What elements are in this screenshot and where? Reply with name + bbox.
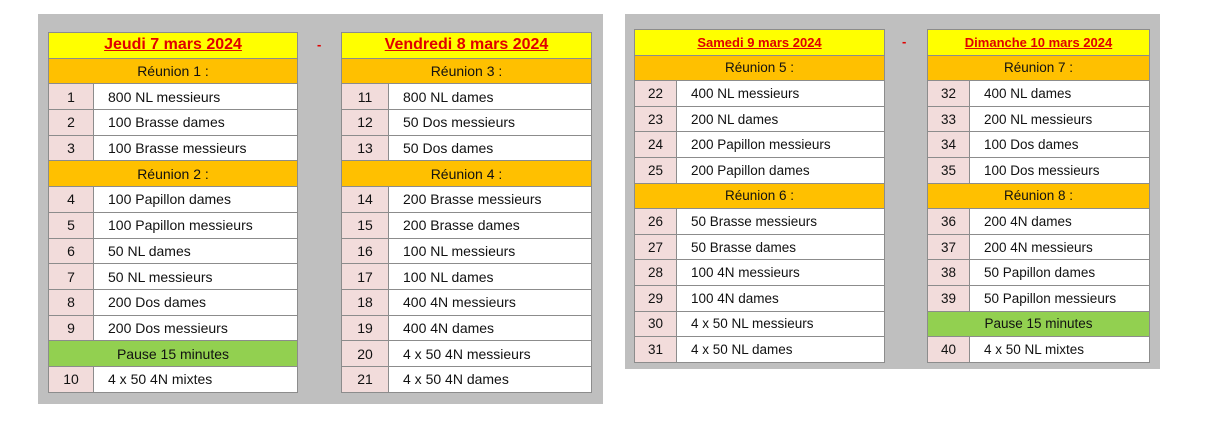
event-name: 400 NL messieurs — [677, 81, 885, 107]
event-row — [635, 285, 885, 311]
event-row — [342, 366, 592, 392]
event-number: 18 — [342, 289, 389, 315]
day-schedule-friday — [341, 32, 592, 393]
event-row — [342, 238, 592, 264]
event-name: 50 Brasse messieurs — [677, 209, 885, 235]
event-row — [49, 238, 298, 264]
event-row — [928, 132, 1150, 158]
event-number: 29 — [635, 285, 677, 311]
event-name: 400 4N dames — [389, 315, 592, 341]
event-number: 35 — [928, 157, 970, 183]
event-row — [49, 212, 298, 238]
event-number: 37 — [928, 234, 970, 260]
event-row — [635, 260, 885, 286]
day-schedule-saturday — [634, 29, 885, 363]
event-name: 200 4N messieurs — [970, 234, 1150, 260]
event-number: 19 — [342, 315, 389, 341]
reunion-label: Réunion 7 : — [928, 55, 1150, 81]
event-number: 17 — [342, 264, 389, 290]
event-name: 200 NL messieurs — [970, 106, 1150, 132]
event-number: 20 — [342, 341, 389, 367]
event-name: 4 x 50 4N dames — [389, 366, 592, 392]
event-number: 30 — [635, 311, 677, 337]
reunion-label: Réunion 4 : — [342, 161, 592, 187]
event-name: 4 x 50 NL dames — [677, 337, 885, 363]
event-name: 200 Papillon dames — [677, 157, 885, 183]
event-row — [342, 110, 592, 136]
day-title: Vendredi 8 mars 2024 — [342, 33, 592, 59]
event-row — [342, 212, 592, 238]
event-name: 800 NL dames — [389, 84, 592, 110]
reunion-label: Réunion 5 : — [635, 55, 885, 81]
reunion-row — [928, 55, 1150, 81]
event-number: 27 — [635, 234, 677, 260]
event-row — [928, 285, 1150, 311]
reunion-label: Réunion 1 : — [49, 58, 298, 84]
event-row — [928, 234, 1150, 260]
event-name: 200 NL dames — [677, 106, 885, 132]
day-separator: - — [317, 37, 322, 52]
event-name: 800 NL messieurs — [94, 84, 298, 110]
event-name: 50 Papillon messieurs — [970, 285, 1150, 311]
reunion-row — [342, 58, 592, 84]
event-number: 15 — [342, 212, 389, 238]
event-name: 100 Papillon messieurs — [94, 212, 298, 238]
day-separator: - — [902, 34, 907, 49]
event-number: 3 — [49, 135, 94, 161]
event-name: 200 4N dames — [970, 209, 1150, 235]
pause-label: Pause 15 minutes — [928, 311, 1150, 337]
event-row — [49, 110, 298, 136]
event-number: 31 — [635, 337, 677, 363]
event-name: 100 Dos messieurs — [970, 157, 1150, 183]
event-number: 40 — [928, 337, 970, 363]
event-row — [342, 289, 592, 315]
event-number: 13 — [342, 135, 389, 161]
event-name: 100 4N messieurs — [677, 260, 885, 286]
day-schedule-thursday — [48, 32, 298, 393]
event-name: 100 Papillon dames — [94, 187, 298, 213]
pause-row — [928, 311, 1150, 337]
event-name: 200 Brasse messieurs — [389, 187, 592, 213]
reunion-row — [635, 183, 885, 209]
event-row — [635, 106, 885, 132]
event-row — [635, 311, 885, 337]
event-number: 23 — [635, 106, 677, 132]
event-name: 400 4N messieurs — [389, 289, 592, 315]
event-name: 50 NL messieurs — [94, 264, 298, 290]
event-row — [635, 81, 885, 107]
event-row — [49, 315, 298, 341]
reunion-row — [342, 161, 592, 187]
event-row — [928, 157, 1150, 183]
event-number: 26 — [635, 209, 677, 235]
event-name: 200 Papillon messieurs — [677, 132, 885, 158]
day-schedule-sunday — [927, 29, 1150, 363]
event-row — [49, 289, 298, 315]
day-title: Dimanche 10 mars 2024 — [928, 30, 1150, 56]
event-row — [635, 132, 885, 158]
event-number: 38 — [928, 260, 970, 286]
event-number: 1 — [49, 84, 94, 110]
event-name: 200 Dos dames — [94, 289, 298, 315]
event-row — [928, 337, 1150, 363]
event-row — [635, 337, 885, 363]
event-name: 50 NL dames — [94, 238, 298, 264]
event-number: 11 — [342, 84, 389, 110]
event-number: 14 — [342, 187, 389, 213]
event-name: 200 Brasse dames — [389, 212, 592, 238]
event-row — [342, 187, 592, 213]
event-row — [635, 157, 885, 183]
day-title: Jeudi 7 mars 2024 — [49, 33, 298, 59]
event-name: 200 Dos messieurs — [94, 315, 298, 341]
event-name: 100 Dos dames — [970, 132, 1150, 158]
event-number: 36 — [928, 209, 970, 235]
event-number: 32 — [928, 81, 970, 107]
event-number: 22 — [635, 81, 677, 107]
reunion-row — [635, 55, 885, 81]
event-row — [928, 106, 1150, 132]
reunion-label: Réunion 6 : — [635, 183, 885, 209]
event-row — [49, 135, 298, 161]
event-number: 16 — [342, 238, 389, 264]
event-row — [49, 187, 298, 213]
event-name: 100 Brasse messieurs — [94, 135, 298, 161]
event-number: 25 — [635, 157, 677, 183]
day-title: Samedi 9 mars 2024 — [635, 30, 885, 56]
reunion-row — [928, 183, 1150, 209]
event-name: 4 x 50 4N mixtes — [94, 366, 298, 392]
event-row — [342, 315, 592, 341]
event-row — [342, 341, 592, 367]
event-name: 4 x 50 4N messieurs — [389, 341, 592, 367]
event-number: 7 — [49, 264, 94, 290]
event-number: 9 — [49, 315, 94, 341]
reunion-row — [49, 161, 298, 187]
event-number: 33 — [928, 106, 970, 132]
event-number: 8 — [49, 289, 94, 315]
event-name: 400 NL dames — [970, 81, 1150, 107]
event-number: 5 — [49, 212, 94, 238]
event-number: 10 — [49, 366, 94, 392]
reunion-label: Réunion 8 : — [928, 183, 1150, 209]
event-row — [49, 84, 298, 110]
pause-label: Pause 15 minutes — [49, 341, 298, 367]
event-number: 24 — [635, 132, 677, 158]
event-name: 100 NL messieurs — [389, 238, 592, 264]
event-row — [928, 260, 1150, 286]
event-name: 50 Papillon dames — [970, 260, 1150, 286]
event-number: 2 — [49, 110, 94, 136]
event-name: 100 4N dames — [677, 285, 885, 311]
event-number: 4 — [49, 187, 94, 213]
event-row — [49, 264, 298, 290]
event-row — [342, 135, 592, 161]
event-number: 12 — [342, 110, 389, 136]
event-name: 50 Brasse dames — [677, 234, 885, 260]
event-row — [342, 264, 592, 290]
event-row — [342, 84, 592, 110]
event-number: 6 — [49, 238, 94, 264]
event-name: 50 Dos messieurs — [389, 110, 592, 136]
event-number: 21 — [342, 366, 389, 392]
event-name: 4 x 50 NL messieurs — [677, 311, 885, 337]
event-number: 28 — [635, 260, 677, 286]
event-row — [635, 209, 885, 235]
event-name: 100 Brasse dames — [94, 110, 298, 136]
event-name: 4 x 50 NL mixtes — [970, 337, 1150, 363]
event-row — [928, 209, 1150, 235]
reunion-label: Réunion 2 : — [49, 161, 298, 187]
reunion-label: Réunion 3 : — [342, 58, 592, 84]
event-name: 50 Dos dames — [389, 135, 592, 161]
event-row — [928, 81, 1150, 107]
event-row — [635, 234, 885, 260]
pause-row — [49, 341, 298, 367]
reunion-row — [49, 58, 298, 84]
event-number: 39 — [928, 285, 970, 311]
event-row — [49, 366, 298, 392]
event-number: 34 — [928, 132, 970, 158]
event-name: 100 NL dames — [389, 264, 592, 290]
